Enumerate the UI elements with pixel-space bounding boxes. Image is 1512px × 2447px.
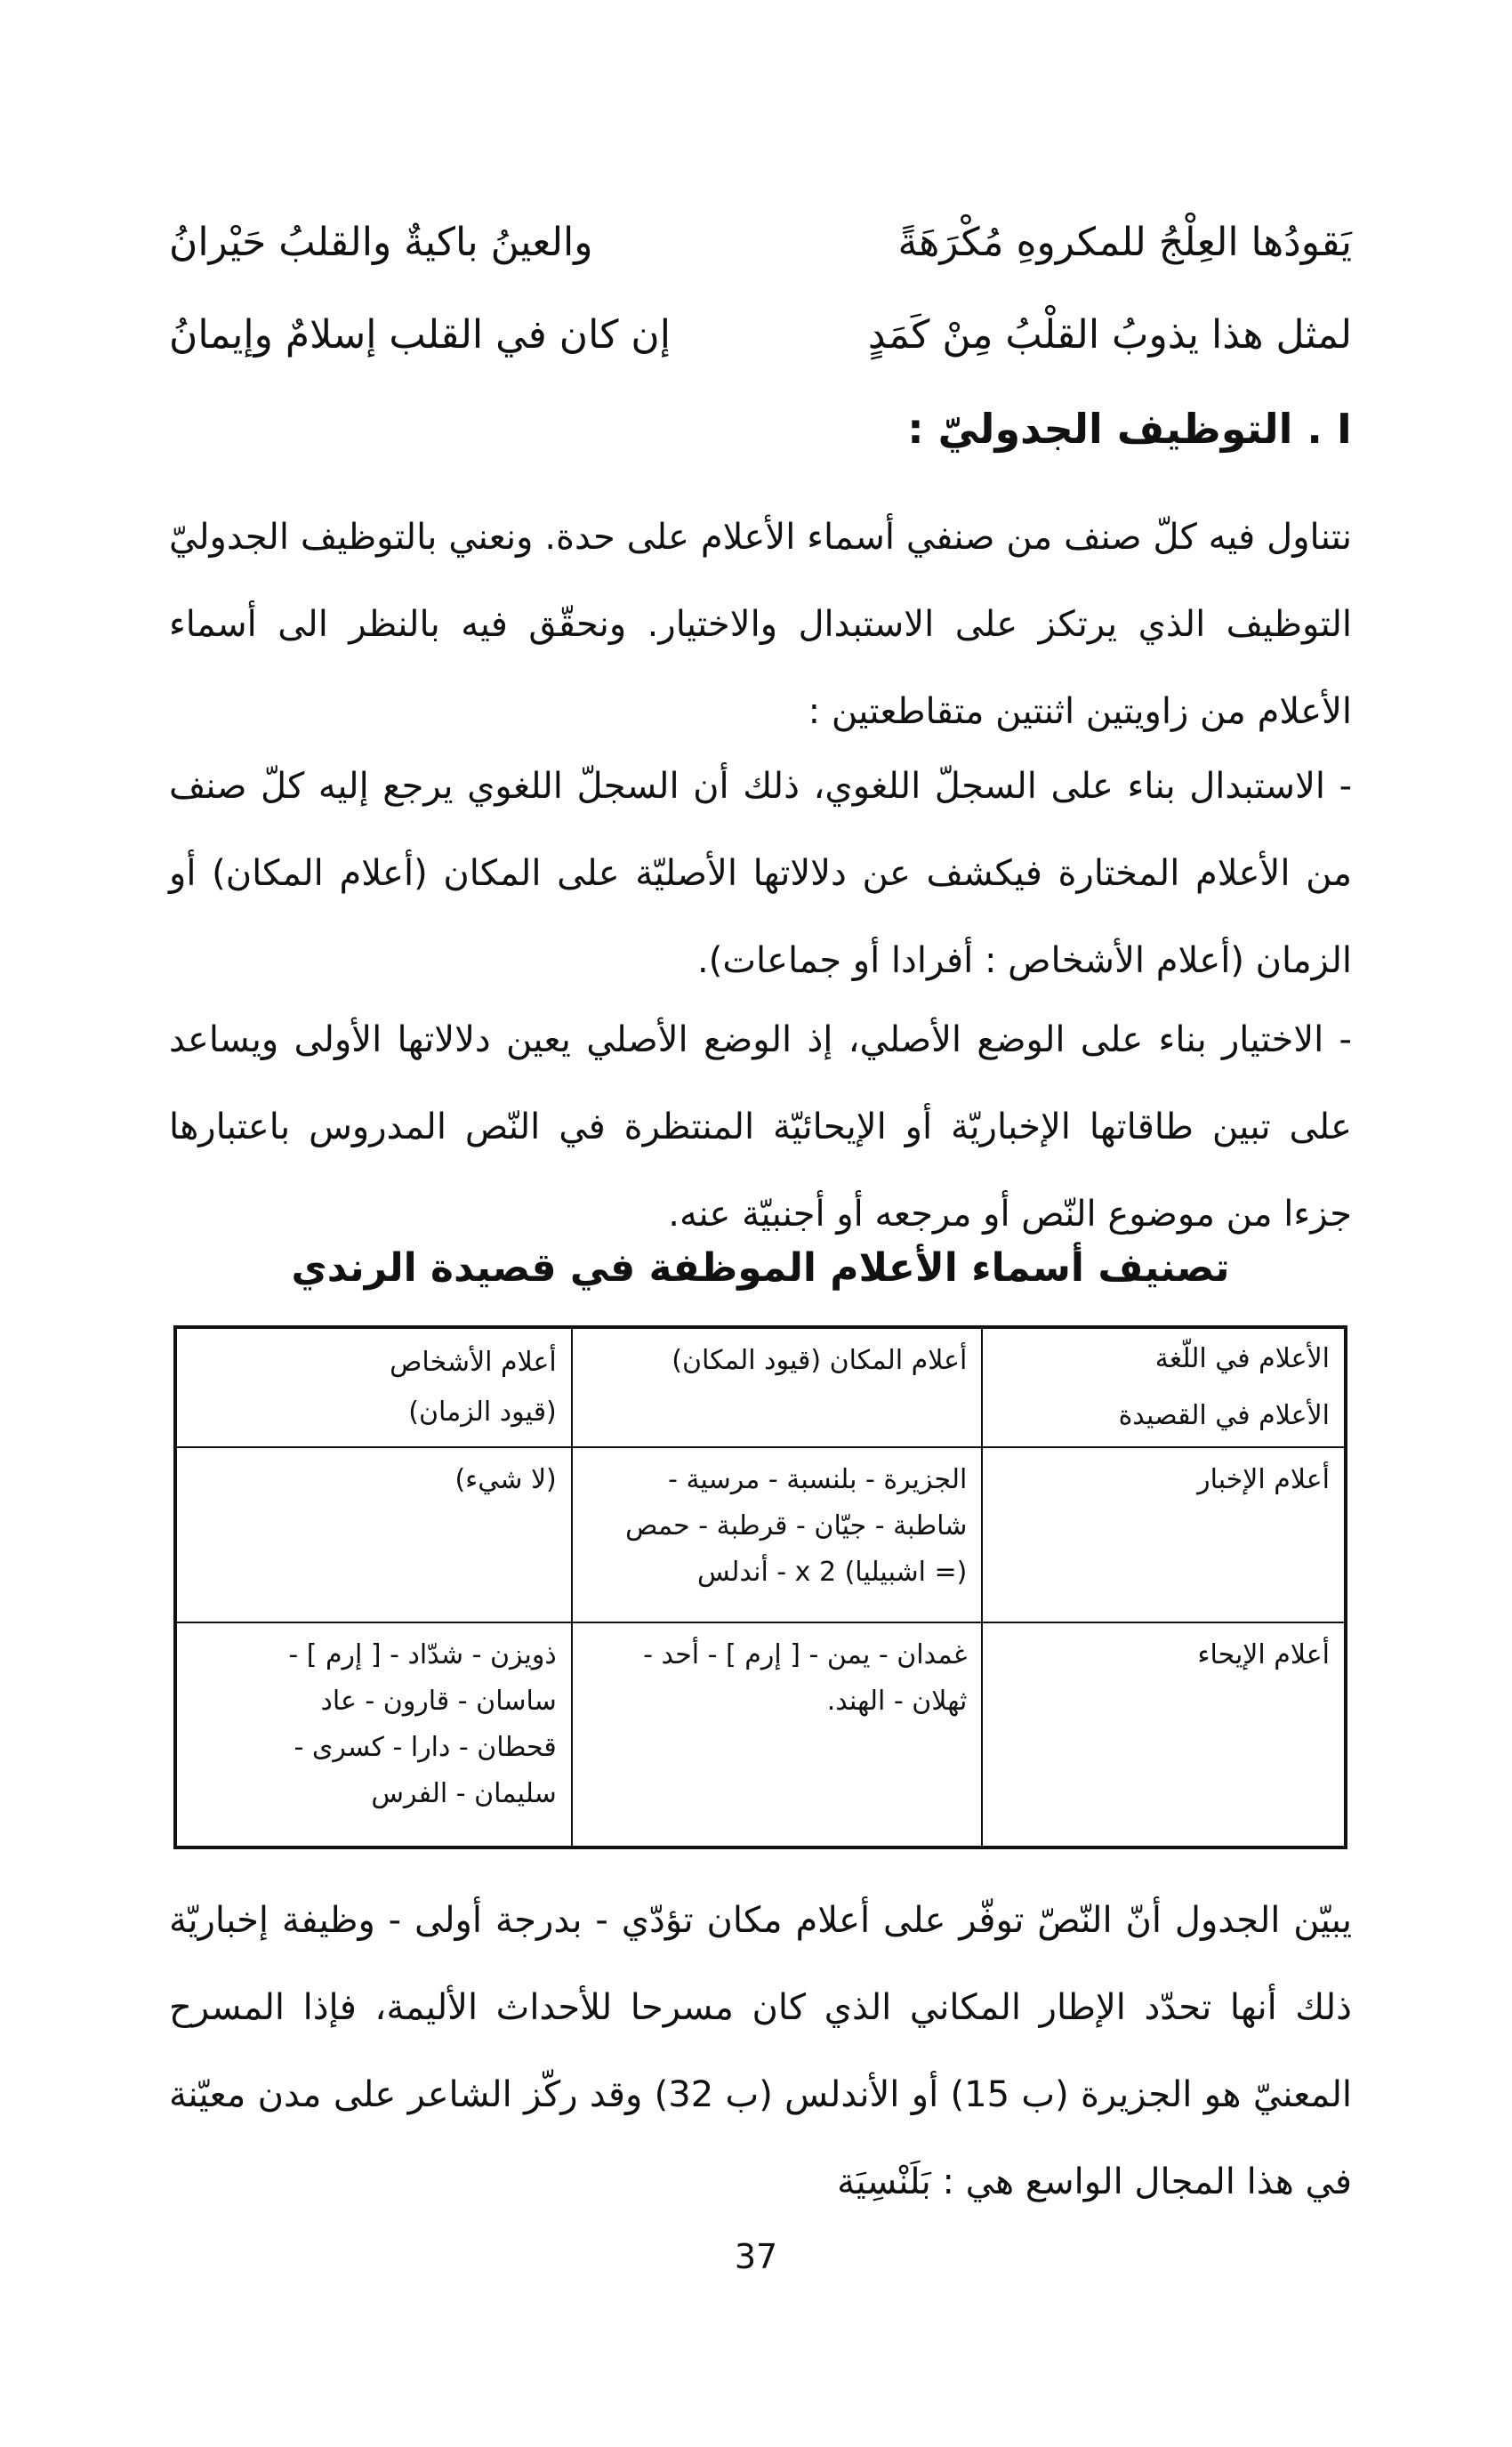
table-header-row [175,1327,1346,1447]
table-cell-person [175,1622,572,1847]
poem-line [169,288,1352,381]
section-heading: I . التوظيف الجدوليّ : [907,405,1352,453]
paragraph-intro: نتناول فيه كلّ صنف من صنفي أسماء الأعلام على حدة. ونعني بالتوظيف الجدوليّ التوظيف الذي يرتكز على الاستبدال والاختيار. ونحقّق فيه بالنظر الى أسماء الأعلام من زاويتين اثنتين متقاطعتين : [169,517,1352,732]
paragraph-selection: - الاختيار بناء على الوضع الأصلي، إذ الوضع الأصلي يعين دلالاتها الأولى ويساعد على تبين طاقاتها الإخباريّة أو الإيحائيّة المنتظرة في النّص المدروس باعتبارها جزءا من موضوع النّص أو مرجعه أو أجنبيّة عنه. [169,1019,1352,1235]
table-cell-place [572,1622,983,1847]
classification-table-wrapper [173,1325,1347,1849]
table-title: تصنيف أسماء الأعلام الموظفة في قصيدة الرندي [291,1245,1230,1291]
table-cell-category: أعلام الإخبار [982,1447,1346,1622]
table-cell-person [175,1447,572,1622]
table-header-diagonal-cell [982,1327,1346,1447]
paragraph-substitution: - الاستبدال بناء على السجلّ اللغوي، ذلك أن السجلّ اللغوي يرجع إليه كلّ صنف من الأعلام المختارة فيكشف عن دلالاتها الأصليّة على المكان (أعلام المكان) أو الزمان (أعلام الأشخاص : أفرادا أو جماعات). [169,766,1352,981]
poem-hemistich-first: يَقودُها العِلْجُ للمكروهِ مُكْرَهَةً [897,219,1352,265]
cell-line: (لا شيء) [454,1464,557,1495]
page-number: 37 [734,2237,778,2276]
paragraph-analysis: يبيّن الجدول أنّ النّصّ توفّر على أعلام مكان تؤدّي - بدرجة أولى - وظيفة إخباريّة ذلك أنها تحدّد الإطار المكاني الذي كان مسرحا للأحداث الأليمة، فإذا المسرح المعنيّ هو الجزيرة (ب 15) أو الأندلس (ب 32) وقد ركّز الشاعر على مدن معيّنة في هذا المجال الواسع هي : بَلَنْسِيَة [169,1900,1352,2202]
poem-hemistich-second: والعينُ باكيةٌ والقلبُ حَيْرانُ [169,219,593,265]
table-cell-category: أعلام الإيحاء [982,1622,1346,1847]
classification-table [173,1325,1347,1849]
header-person-line1: أعلام الأشخاص [390,1347,557,1378]
cell-line: غمدان - يمن - [ إرم ] - أحد - [643,1639,968,1670]
cell-line: ثهلان - الهند. [826,1686,968,1717]
poem-hemistich-first: لمثل هذا يذوبُ القلْبُ مِنْ كَمَدٍ [867,311,1352,358]
cell-line: قحطان - دارا - كسرى - [294,1732,557,1763]
poem [169,196,1352,381]
table-row [175,1622,1346,1847]
table-cell-place [572,1447,983,1622]
cell-line: (= اشبيليا) x 2 - أندلس [696,1557,968,1588]
cell-line: الجزيرة - بلنسبة - مرسية - [668,1464,968,1495]
cell-line: شاطبة - جيّان - قرطبة - حمص [625,1510,968,1541]
header-person-line2: (قيود الزمان) [408,1397,557,1428]
poem-hemistich-second: إن كان في القلب إسلامٌ وإيمانُ [169,311,671,358]
cell-line: ذويزن - شدّاد - [ إرم ] - [288,1639,557,1670]
table-header-place: أعلام المكان (قيود المكان) [572,1327,983,1447]
cell-line: سليمان - الفرس [371,1778,557,1809]
poem-line [169,196,1352,288]
header-poem-label: الأعلام في القصيدة [1118,1400,1330,1431]
table-header-person [175,1327,572,1447]
table-row [175,1447,1346,1622]
cell-line: ساسان - قارون - عاد [320,1686,557,1717]
header-language-label: الأعلام في اللّغة [1154,1343,1330,1374]
